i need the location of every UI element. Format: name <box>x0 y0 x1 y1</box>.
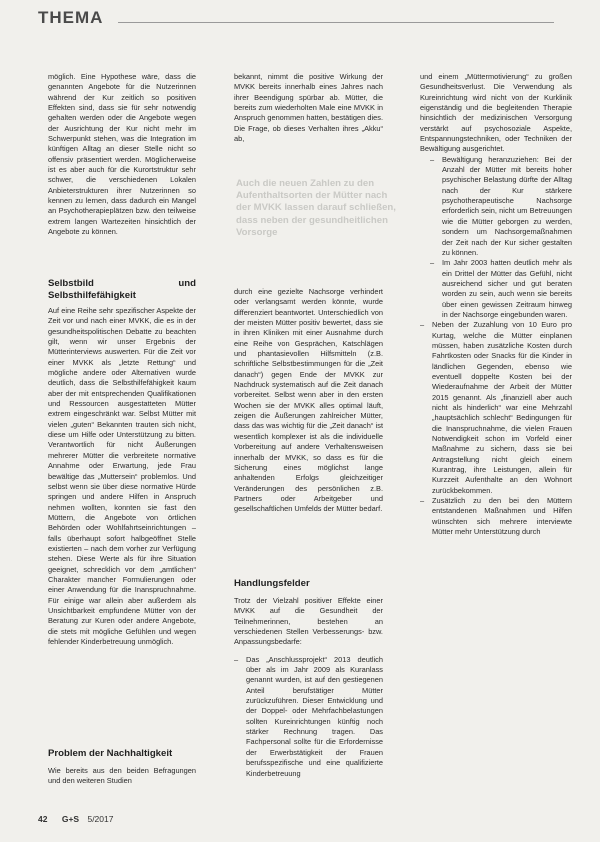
column-2-bottom <box>234 578 383 779</box>
column-1-bottom <box>48 748 196 787</box>
section-heading: Problem der Nachhaltigkeit <box>48 748 173 759</box>
bullet-item: – Bewältigung heranzuziehen: Bei der Anzahl der Mütter mit bereits hoher psychischer Belastung dürfte der Alltag nach der Kur stärkere psychotherapeutische Nachsorge erforderlich sein, nicht um Betreuungen wie die Mütter geborgen zu werden, sondern um Nachsorgemaßnahmen der Zeit nach der Kur sicher gestalten zu können. <box>420 155 572 258</box>
section-heading: Handlungsfelder <box>234 578 310 589</box>
paragraph: bekannt, nimmt die positive Wirkung der MVKK bereits innerhalb eines Jahres nach ihrer Beendigung spürbar ab. Mütter, die bereits zum wiederholten Male eine MVKK in Anspruch genommen hatten, bestätigen dies. Die Frage, ob dieses Verhalten ihres „Akku“ ab, <box>234 72 383 144</box>
paragraph: durch eine gezielte Nachsorge verhindert oder verlangsamt werden könnte, wurde differenziert beantwortet. Unterschiedlich von der meisten Mütter positiv bewertet, dass sie in ihren Kliniken mit einer Ausnahme durch eine Reihe von Gesprächen, Katschlägen und phantasievollen Hilfsmitteln (z.B. schriftliche Selbstbestimmungen für die „Zeit danach“) gegen Ende der MVKK zur Nachdruck systematisch auf die Zeit danach vorbereitet. Selbst wenn aber in den ersten Wochen sie der MVKK alles optimal läuft, zeigen die Äußerungen zahlreicher Mütter, dass das was wichtig für die „Zeit danach“ ist wesentlich komplexer ist als die individuelle Vorbereitung auf andere Verhaltensweisen innerhalb der MVKK, so dass es für die Sicherung eines möglichst lange anhaltenden Erfolgs gleichzeitiger Veränderungen des persönlichen z.B. Partners oder Arbeitgeber und gesellschaftlichen Umfelds der Mütter bedarf. <box>234 287 383 514</box>
paragraph: Trotz der Vielzahl positiver Effekte einer MVKK auf die Gesundheit der Teilnehmerinnen, bestehen an verschiedenen Stellen Verbesserungs- bzw. Anpassungsbedarfe: <box>234 596 383 647</box>
paragraph: möglich. Eine Hypothese wäre, dass die genannten Angebote für die Nutzerinnen während der Kur zeitlich so positiven Effekten sind, dass sie für sehr notwendig gehalten werden oder die Angebote wegen der Ausrichtung der Kur nicht mehr im Schwerpunkt stehen, was die Integration im künftigen Alltag an dieser Stelle nicht so offensiv präsentiert werden. Möglicherweise ist es aber auch für die Kurortstruktur sehr schwer, die verschiedenen Lokalen Anbieterstrukturen ihrer Nutzerinnen so kennen zu lernen, dass dadurch ein Mangel an Psychotherapieplätzen bzw. den teilweise extrem langen Wartezeiten hinsichtlich der Angebote zu können. <box>48 72 196 237</box>
bullet-item: – Das „Anschlussprojekt“ 2013 deutlich über als im Jahr 2009 als Kuranlass genannt wurden, ist auf den gestiegenen Anteil berufstätiger Mütter zurückzuführen. Dieser Entwicklung und der Doppel- oder Mehrfachbelastungen sollten Kureinrichtungen künftig noch stärker Rechnung tragen. Das Fachpersonal sollte für die Erfordernisse der Erwerbstätigkeit der Frauen berufsspezifische und eine qualifizierte Kinderbetreuung <box>234 655 383 779</box>
column-2-top <box>234 72 383 144</box>
paragraph: und einem „Müttermotivierung“ zu großen Gesundheitsverlust. Die Verwendung als Kureinrichtung wird nicht von der Kurklinik eigenständig und die begleitenden Therapie hinsichtlich der medizinischen Versorgung verstärkt auf psychosoziale Aspekte, Entspannungstechniken, oder Techniken der Bewältigung ausgerichtet. <box>420 72 572 154</box>
bullet-item: – Zusätzlich zu den bei den Müttern entstandenen Maßnahmen und Hilfen wünschten sich mehrere interviewte Mütter mehr Unterstützung durch <box>420 496 572 537</box>
page-footer <box>38 814 113 824</box>
column-1-middle <box>48 278 196 647</box>
magazine-name: G+S <box>61 814 80 824</box>
column-1-top <box>48 72 196 238</box>
column-3 <box>420 72 572 537</box>
paragraph: Auf eine Reihe sehr spezifischer Aspekte der Zeit vor und nach einer MVKK, die es in der gesundheitspolitischen Debatte zu beachten gilt, wenn wir unser Ergebnis der Mütterinterviews auswerten. Für die Zeit vor einer MVKK als „letzte Rettung“ und mögliche andere oder Alternativen wurde deutlich, dass die Selbsthilfefähigkeit kaum aber der mit entsprechenden Qualifikationen und Ressourcen ausgestatteten Mütter extrem eingeschränkt war. Selbst Mütter mit vielen „guten“ Bekannten trauten sich nicht, diese um Hilfe oder Unterstützung zu bitten. Verantwortlich für nicht Äußerungen mehrerer Mütter die verbreitete normative Annahme oder Erwartung, jede Frau bewältige das „Muttersein“ problemlos. Und selbst wenn sie über diese normative Hürde springen und andere Hilfen in Anspruch nehmen wollten, konnten sie fast den Müttern, die Angebote von örtlichen Behörden oder Wohlfahrtseinrichtungen – falls überhaupt sofort halbgeöffnet Stelle existierten – nach dem vorher zur Verfügung stehen. Diese Werte als für ihre Situation geeignet, schrecklich vor dem „amtlichen“ Charakter mancher Formulierungen oder einer Anwendung für die Inanspruchnahme. Für einige war allein aber außerdem als Unsichtbarkeit empfundene Mütter von der Beratung zur Kuren oder andere Angebote, die stets mit mögliche Gefühlen und wegen fehlender Kinderbetreuung unmöglich. <box>48 306 196 646</box>
header-rule <box>118 22 554 23</box>
bullet-item: – Neben der Zuzahlung von 10 Euro pro Kurtag, welche die Mütter einplanen müssen, haben zusätzliche Kosten durch Fahrtkosten oder Snacks für die Kinder in ländlichen Gegenden, ebenso wie eventuell doppelte Kosten bei der Wiederaufnahme der Arbeit der Mütter 2015 genannt. Als „finanziell aber auch nicht als hinderlich“ war eine Mehrzahl „hauptsächlich schlecht“ Bedingungen für die Inanspruchnahme, die vielen Frauen Notwendigkeit schon im Vorfeld einer Maßnahme zu sichern, dass sie bei Antragstellung nicht gleich einem Kurantrag, ihre Leistungen, allein für Kurzzeit Aufenthalte an den Wohnort zurückbekommen. <box>420 320 572 496</box>
page-header <box>0 0 600 34</box>
issue-number: 5/2017 <box>87 814 114 824</box>
page-number: 42 <box>38 814 48 824</box>
bullet-item: – Im Jahr 2003 hatten deutlich mehr als ein Drittel der Mütter das Gefühl, nicht ausreichend sicher und gut beraten worden zu sein, auch wenn sie bereits über einen gewissen Zeitraum hinweg in der Nachsorge eingebunden waren. <box>420 258 572 320</box>
pull-quote: Auch die neuen Zahlen zu den Aufenthaltsorten der Mütter nach der MVKK lassen darauf schließen, dass neben der gesundheitlichen Vorsorge <box>236 178 396 238</box>
section-title: THEMA <box>38 8 104 27</box>
column-2-middle <box>234 287 383 515</box>
section-heading: Selbstbild und Selbsthilfefähigkeit <box>48 278 196 301</box>
paragraph: Wie bereits aus den beiden Befragungen und den weiteren Studien <box>48 766 196 786</box>
